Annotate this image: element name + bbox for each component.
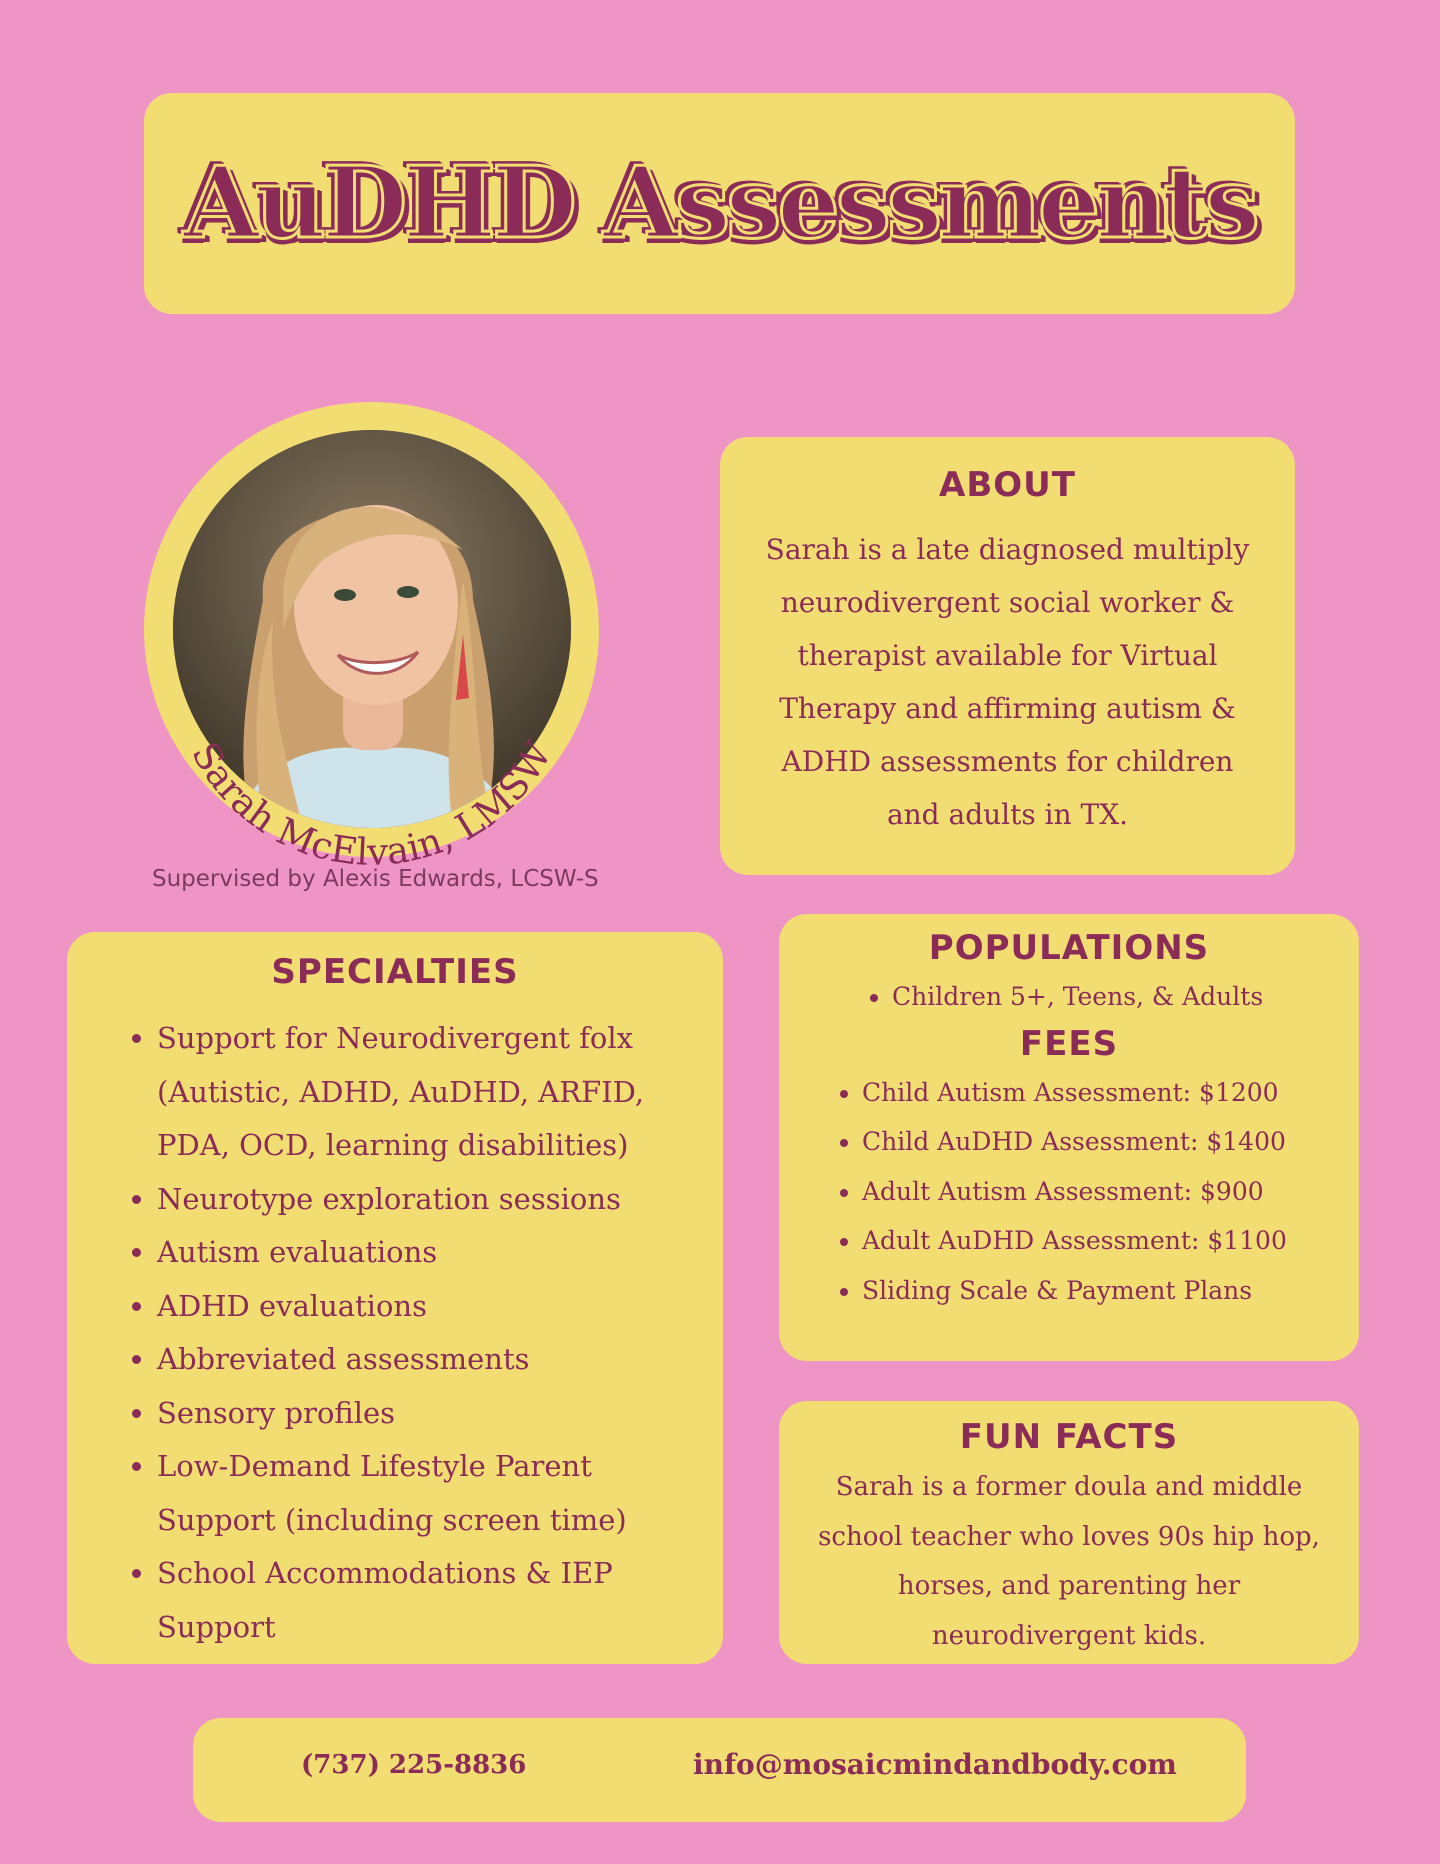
supervisor-note: Supervised by Alexis Edwards, LCSW-S bbox=[152, 866, 599, 892]
list-item: • Low-Demand Lifestyle Parent Support (including screen time) bbox=[157, 1440, 693, 1547]
list-item: • Child Autism Assessment: $1200 bbox=[862, 1068, 1359, 1118]
fun-facts-heading: FUN FACTS bbox=[959, 1417, 1179, 1457]
about-text: Sarah is a late diagnosed multiply neurodivergent social worker & therapist available for Virtual Therapy and affirming autism & ADHD assessments for children and adults in TX. bbox=[765, 533, 1250, 831]
populations-list bbox=[779, 972, 1359, 1022]
fees-heading: FEES bbox=[1019, 1023, 1119, 1064]
contact-phone[interactable]: (737) 225-8836 bbox=[301, 1750, 527, 1780]
specialties-heading: SPECIALTIES bbox=[271, 952, 519, 992]
list-item: • School Accommodations & IEP Support bbox=[157, 1547, 693, 1654]
fun-facts-text: Sarah is a former doula and middle school teacher who loves 90s hip hop, horses, and parenting her neurodivergent kids. bbox=[818, 1472, 1320, 1651]
fees-list bbox=[779, 1068, 1359, 1316]
list-item: • Adult AuDHD Assessment: $1100 bbox=[862, 1216, 1359, 1266]
portrait-name-arc bbox=[144, 402, 599, 874]
about-heading: ABOUT bbox=[939, 465, 1076, 505]
populations-heading: POPULATIONS bbox=[928, 928, 1210, 968]
list-item: • Support for Neurodivergent folx (Autistic, ADHD, AuDHD, ARFID, PDA, OCD, learning disabilities) bbox=[157, 1012, 693, 1173]
list-item: • Autism evaluations bbox=[157, 1226, 693, 1280]
contact-bar bbox=[193, 1718, 1246, 1822]
populations-fees-card bbox=[779, 914, 1359, 1361]
list-item: • Sensory profiles bbox=[157, 1387, 693, 1441]
list-item: • Child AuDHD Assessment: $1400 bbox=[862, 1117, 1359, 1167]
specialties-list bbox=[67, 1012, 723, 1654]
about-card bbox=[720, 437, 1295, 875]
specialties-card bbox=[67, 932, 723, 1664]
page-title: AuDHD Assessments bbox=[183, 146, 1256, 261]
list-item: • Sliding Scale & Payment Plans bbox=[862, 1266, 1359, 1316]
list-item: • Adult Autism Assessment: $900 bbox=[862, 1167, 1359, 1217]
svg-text:Sarah McElvain, LMSW bbox=[183, 734, 560, 874]
title-banner bbox=[144, 93, 1295, 314]
list-item: • Abbreviated assessments bbox=[157, 1333, 693, 1387]
list-item: • Children 5+, Teens, & Adults bbox=[892, 972, 1359, 1022]
provider-name: Sarah McElvain, LMSW bbox=[183, 734, 561, 874]
fun-facts-card bbox=[779, 1401, 1359, 1664]
list-item: • ADHD evaluations bbox=[157, 1280, 693, 1334]
list-item: • Neurotype exploration sessions bbox=[157, 1173, 693, 1227]
contact-email[interactable]: info@mosaicmindandbody.com bbox=[693, 1748, 1177, 1781]
